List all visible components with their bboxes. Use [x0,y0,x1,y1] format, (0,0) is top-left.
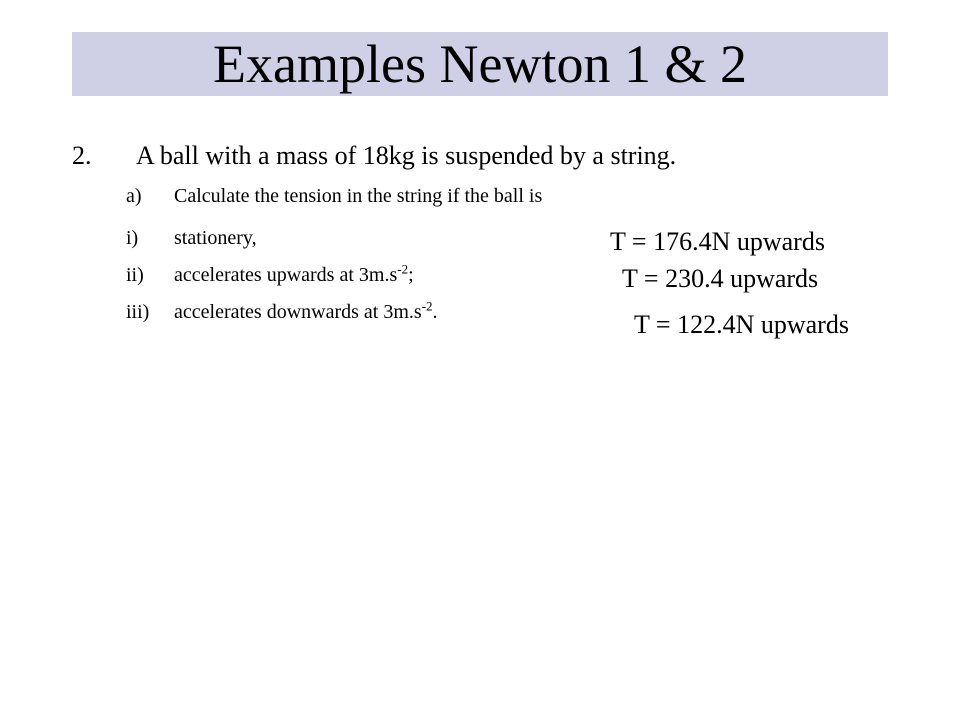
title-bar [72,32,888,96]
part-a-text: Calculate the tension in the string if the ball is [174,185,543,207]
item-iii-marker: iii) [126,301,150,323]
question-number: 2. [72,141,92,170]
item-i-text: stationery, [174,227,257,249]
item-iii-exponent: -2 [421,298,433,314]
answer-iii: T = 122.4N upwards [634,310,849,339]
answer-i: T = 176.4N upwards [610,227,825,256]
question-text: A ball with a mass of 18kg is suspended by a string. [136,141,677,170]
item-ii-text: accelerates upwards at 3m.s [174,264,398,286]
item-iii-line [174,299,438,325]
page-title: Examples Newton 1 & 2 [213,34,747,94]
item-ii-exponent: -2 [397,261,409,277]
item-ii-marker: ii) [126,264,144,286]
item-i-marker: i) [126,227,139,249]
item-iii-text: accelerates downwards at 3m.s [174,301,422,323]
item-iii-suffix: . [432,301,438,323]
item-ii-suffix: ; [408,264,414,286]
answer-ii: T = 230.4 upwards [622,264,819,293]
item-ii-line [174,262,414,288]
part-a-marker: a) [126,185,142,207]
